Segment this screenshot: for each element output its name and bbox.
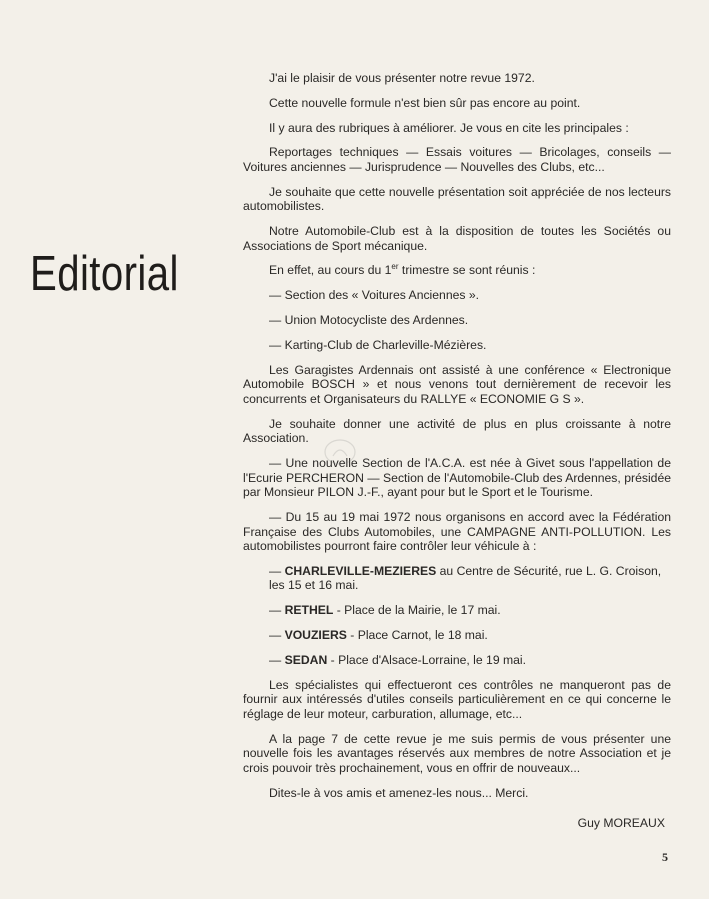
location-dash: — [269,603,285,618]
location-item [243,603,671,618]
location-name: SEDAN [284,652,328,667]
location-item [243,564,671,593]
paragraph-formula: Cette nouvelle formule n'est bien sûr pas encore au point. [269,95,581,110]
signature: Guy MOREAUX [577,816,665,831]
page-title: Editorial [30,247,179,301]
meetings-text-start: En effet, au cours du 1 [269,263,392,278]
paragraph-garagistes: Les Garagistes Ardennais ont assisté à une conférence « Electronique Automobile BOSCH » et nous venons tout dernièrement de recevoir les concurrents et Organisateurs du RALLYE « ECONOMIE G S ». [243,362,671,406]
location-detail: - Place de la Mairie, le 17 mai. [333,603,501,618]
paragraph-campaign: — Du 15 au 19 mai 1972 nous organisons en accord avec la Fédération Française des Clubs Automobiles, une CAMPAGNE ANTI-POLLUTION. Les automobilistes pourront faire contrôler leur véhicule à : [243,509,671,554]
faint-stamp-mark [323,438,357,466]
location-detail-cont: les 15 et 16 mai. [269,578,359,593]
editorial-body [243,71,671,841]
meetings-ordinal: er [391,262,399,272]
paragraph-closing: Dites-le à vos amis et amenez-les nous... Merci. [269,785,529,800]
location-detail: - Place Carnot, le 18 mai. [346,628,488,643]
location-detail: - Place d'Alsace-Lorraine, le 19 mai. [327,652,527,667]
location-name: CHARLEVILLE-MEZIERES [284,563,437,578]
location-dash: — [269,628,285,643]
location-item [243,628,671,643]
location-item [243,653,671,668]
list-item: — Union Motocycliste des Ardennes. [269,313,469,328]
paragraph-activity: Je souhaite donner une activité de plus en plus croissante à notre Association. [243,416,671,446]
location-name: VOUZIERS [284,628,347,643]
location-dash: — [269,563,285,578]
paragraph-rubrics: Il y aura des rubriques à améliorer. Je vous en cite les principales : [269,120,629,135]
page-number: 5 [662,850,668,864]
location-name: RETHEL [284,603,334,618]
location-detail: au Centre de Sécurité, rue L. G. Croison, [436,563,662,578]
paragraph-new-section: — Une nouvelle Section de l'A.C.A. est née à Givet sous l'appellation de l'Ecurie PERCHERON — Section de l'Automobile-Club des Ardennes, présidée par Monsieur PILON J.-F., ayant pour but le Sport et le Tourisme. [243,455,671,500]
paragraph-meetings [243,263,671,278]
paragraph-presentation: Je souhaite que cette nouvelle présentation soit appréciée de nos lecteurs automobilistes. [243,184,671,214]
list-item: — Karting-Club de Charleville-Mézières. [269,337,487,352]
paragraph-rubric-list: Reportages techniques — Essais voitures — Bricolages, conseils — Voitures anciennes — Jurisprudence — Nouvelles des Clubs, etc... [243,145,671,174]
paragraph-page-seven: A la page 7 de cette revue je me suis permis de vous présenter une nouvelle fois les avantages réservés aux membres de notre Association et je crois pouvoir très prochainement, vous en offrir de nouveaux... [243,731,671,775]
paragraph-specialists: Les spécialistes qui effectueront ces contrôles ne manqueront pas de fournir aux intéressés d'utiles conseils particulièrement en ce qui concerne le réglage de leur moteur, carburation, allumage, etc... [243,677,671,721]
meetings-text-end: trimestre se sont réunis : [398,263,536,278]
paragraph-intro: J'ai le plaisir de vous présenter notre revue 1972. [269,71,535,85]
paragraph-club-availability: Notre Automobile-Club est à la disposition de toutes les Sociétés ou Associations de Sport mécanique. [243,224,671,253]
list-item: — Section des « Voitures Anciennes ». [269,288,480,303]
location-dash: — [269,652,285,667]
